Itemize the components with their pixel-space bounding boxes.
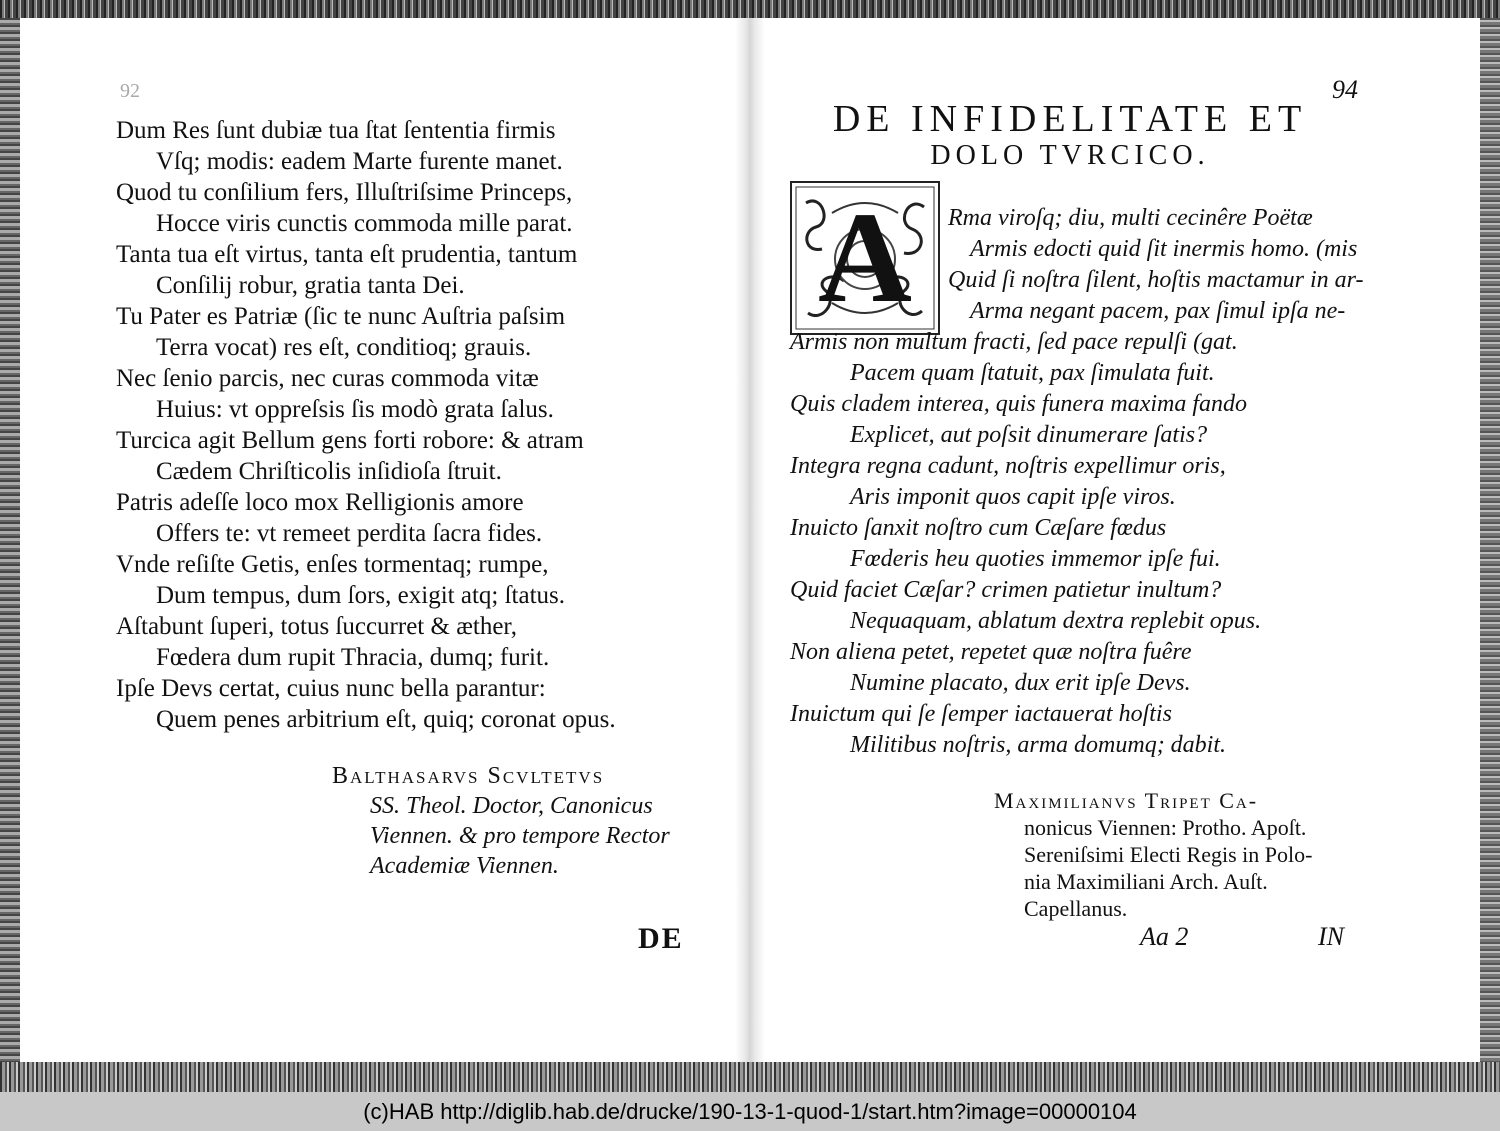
poem-line: Aſtabunt ſuperi, totus ſuccurret & æther, (116, 613, 517, 640)
poem-line: Conſilij robur, gratia tanta Dei. (156, 272, 465, 299)
poem-line: Dum tempus, dum ſors, exigit atq; ſtatus. (156, 582, 565, 609)
poem-line: Tanta tua eſt virtus, tanta eſt prudentia, tantum (116, 241, 578, 268)
poem-line: Nec ſenio parcis, nec curas commoda vitæ (116, 365, 539, 392)
source-credit: (c)HAB http://diglib.hab.de/drucke/190-13-1-quod-1/start.htm?image=00000104 (363, 1098, 1137, 1124)
poem-line: Inuicto ſanxit noſtro cum Cæſare fœdus (790, 515, 1167, 541)
source-credit-bar (0, 1092, 1500, 1131)
poem-line: Ipſe Devs certat, cuius nunc bella parantur: (116, 675, 546, 702)
catchword: DE (638, 922, 684, 955)
poem-line: Huius: vt oppreſsis ſis modò grata ſalus. (156, 396, 554, 423)
poem-line: Dum Res ſunt dubiæ tua ſtat ſententia firmis (116, 117, 556, 144)
signature-title: Sereniſsimi Electi Regis in Polo- (1024, 842, 1313, 867)
right-folio: 94 (1332, 75, 1358, 104)
poem-line: Patris adeſſe loco mox Relligionis amore (116, 489, 524, 516)
poem-line: Arma negant pacem, pax ſimul ipſa ne- (970, 298, 1346, 324)
poem-line: Offers te: vt remeet perdita ſacra fides. (156, 520, 543, 547)
poem-line: Fœderis heu quoties immemor ipſe fui. (850, 546, 1221, 572)
poem-line: Tu Pater es Patriæ (ſic te nunc Auſtria paſsim (116, 303, 566, 330)
signature-title: Capellanus. (1024, 896, 1128, 921)
poem-line: Armis non multum fracti, ſed pace repulſi (gat. (790, 329, 1238, 355)
poem-line: Integra regna cadunt, noſtris expellimur oris, (790, 453, 1226, 479)
poem-line: Fœdera dum rupit Thracia, dumq; furit. (156, 644, 550, 671)
poem-line: Vſq; modis: eadem Marte furente manet. (156, 148, 563, 175)
scan-edge-bottom (0, 1062, 1500, 1092)
signature-title: Academiæ Viennen. (370, 853, 559, 879)
left-folio: 92 (120, 80, 140, 102)
scan-edge-top (0, 0, 1500, 18)
signature-name: Maximilianvs Tripet Ca- (994, 788, 1259, 813)
poem-line: Cædem Chriſticolis inſidioſa ſtruit. (156, 458, 502, 485)
poem-line: Armis edocti quid ſit inermis homo. (mis (970, 236, 1358, 262)
poem-line: Hocce viris cunctis commoda mille parat. (156, 210, 573, 237)
poem-line: Quem penes arbitrium eſt, quiq; coronat opus. (156, 706, 616, 733)
poem-line: Pacem quam ſtatuit, pax ſimulata fuit. (850, 360, 1215, 386)
dropcap-letter: A (818, 186, 912, 330)
scan-edge-left (0, 18, 20, 1062)
poem-line: Quid faciet Cæſar? crimen patietur inultum? (790, 577, 1222, 603)
page-title: DE INFIDELITATE ET (832, 98, 1308, 140)
page-subtitle: DOLO TVRCICO. (930, 140, 1210, 171)
left-page (100, 80, 720, 1040)
poem-line: Non aliena petet, repetet quæ noſtra fuêre (790, 639, 1192, 665)
poem-line: Aris imponit quos capit ipſe viros. (850, 484, 1176, 510)
decorated-initial (790, 181, 940, 335)
poem-line: Vnde reſiſte Getis, enſes tormentaq; rumpe, (116, 551, 549, 578)
book-gutter (735, 18, 765, 1062)
signature-title: Viennen. & pro tempore Rector (370, 823, 670, 849)
scan-edge-right (1480, 18, 1500, 1062)
signature-title: nia Maximiliani Arch. Auſt. (1024, 869, 1268, 894)
poem-line: Explicet, aut poſsit dinumerare ſatis? (850, 422, 1208, 448)
poem-line: Numine placato, dux erit ipſe Devs. (850, 670, 1191, 696)
poem-line: Terra vocat) res eſt, conditioq; grauis. (156, 334, 532, 361)
signature-mark: Aa 2 (1140, 922, 1189, 951)
poem-line: Quid ſi noſtra ſilent, hoſtis mactamur in ar- (948, 267, 1364, 293)
poem-line: Quis cladem interea, quis funera maxima fando (790, 391, 1248, 417)
signature-title: SS. Theol. Doctor, Canonicus (370, 793, 653, 819)
signature-title: nonicus Viennen: Protho. Apoſt. (1024, 815, 1307, 840)
right-page (780, 75, 1380, 1035)
signature-name: Balthasarvs Scvltetvs (332, 763, 605, 789)
catchword: IN (1318, 922, 1344, 951)
poem-line: Turcica agit Bellum gens forti robore: & atram (116, 427, 584, 454)
poem-line: Militibus noſtris, arma domumq; dabit. (850, 732, 1227, 758)
poem-line: Nequaquam, ablatum dextra replebit opus. (850, 608, 1262, 634)
poem-line: Quod tu conſilium fers, Illuſtriſsime Princeps, (116, 179, 573, 206)
poem-line: Rma viroſq; diu, multi cecinêre Poëtæ (948, 205, 1313, 231)
poem-line: Inuictum qui ſe ſemper iactauerat hoſtis (790, 701, 1172, 727)
